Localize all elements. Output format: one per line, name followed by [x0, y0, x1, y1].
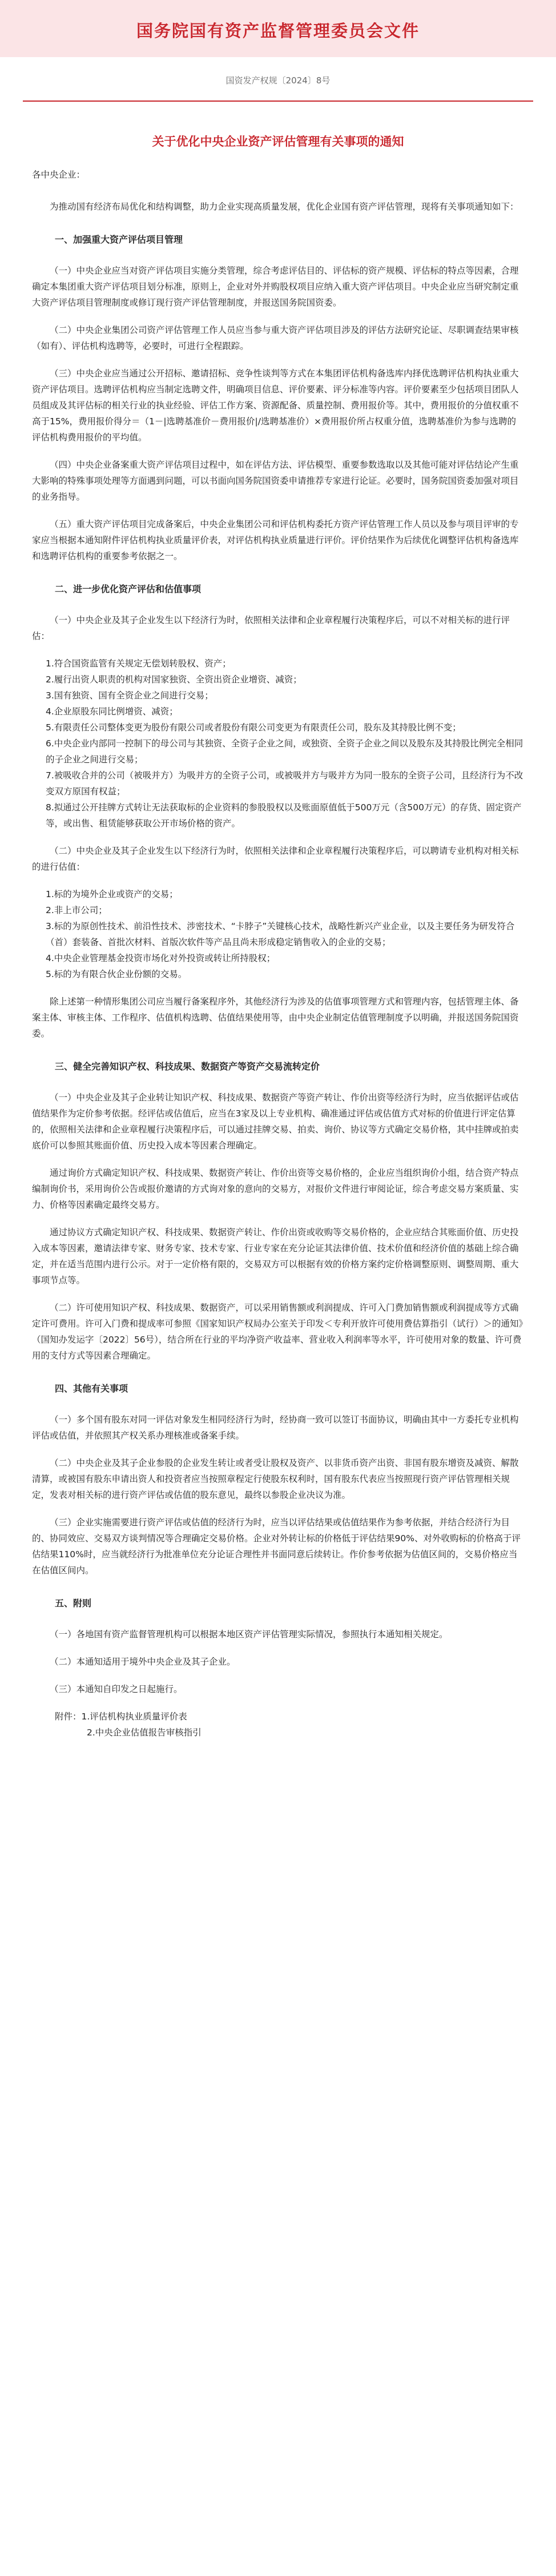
- list-item: 6.中央企业内部同一控制下的母公司与其独资、全资子企业之间，或独资、全资子企业之间以及股东及其持股比例完全相同的子企业之间进行交易；: [46, 738, 523, 765]
- section-paragraph: （一）多个国有股东对同一评估对象发生相同经济行为时，经协商一致可以签订书面协议，明确由其中一方委托专业机构评估或估值，并依照其产权关系办理核准或备案手续。: [32, 1414, 519, 1441]
- section-paragraph: （三）中央企业应当通过公开招标、邀请招标、竞争性谈判等方式在本集团评估机构备选库内择优选聘评估机构执业重大资产评估项目。选聘评估机构应当制定选聘文件，明确项目信息、评价要素、评分标准等内容。评价要素至少包括项目团队人员组成及其评估标的相关行业的执业经验、评估工作方案、资源配备、质量控制、费用报价等。其中，费用报价的分值权重不高于15%，费用报价得分＝（1－|选聘基准价－费用报价|/选聘基准价）×费用报价所占权重分值，选聘基准价为参与选聘的评估机构费用报价的平均值。: [32, 368, 519, 443]
- list-item: 5.标的为有限合伙企业份额的交易。: [46, 969, 187, 979]
- list-item: 8.拟通过公开挂牌方式转让无法获取标的企业资料的参股股权以及账面原值低于500万元（含500万元）的存货、固定资产等，或出售、租赁能够获取公开市场价格的资产。: [46, 802, 522, 829]
- section-paragraph: （三）本通知自印发之日起施行。: [50, 1684, 183, 1694]
- attachment-item: 1.评估机构执业质量评价表: [81, 1711, 187, 1722]
- list-item: 3.国有独资、国有全资企业之间进行交易；: [46, 690, 213, 701]
- section-paragraph: 通过询价方式确定知识产权、科技成果、数据资产转让、作价出资等交易价格的，企业应当组织询价小组，结合资产特点编制询价书，采用询价公告或报价邀请的方式询对象的意向的交易方，对报价文件进行审阅论证，综合考虑交易方案质量、实力、价格等因素确定最终交易方。: [32, 1168, 519, 1210]
- section-paragraph: （二）中央企业集团公司资产评估管理工作人员应当参与重大资产评估项目涉及的评估方法研究论证、尽职调查结果审核（如有）、评估机构选聘等，必要时，可进行全程跟踪。: [32, 325, 519, 351]
- document-number: 国资发产权规〔2024〕8号: [225, 75, 331, 86]
- list-item: 1.标的为境外企业或资产的交易；: [46, 889, 178, 899]
- sections-container: [32, 232, 524, 1697]
- issuer-header-title: 国务院国有资产监督管理委员会文件: [136, 21, 420, 41]
- salutation: 各中央企业：: [32, 170, 86, 180]
- section-heading: 四、其他有关事项: [55, 1383, 128, 1394]
- list-item: 2.履行出资人职责的机构对国家独资、全资出资企业增资、减资；: [46, 674, 302, 685]
- section-heading: 一、加强重大资产评估项目管理: [55, 234, 183, 245]
- section-paragraph: （二）本通知适用于境外中央企业及其子企业。: [50, 1657, 236, 1667]
- section-heading: 三、健全完善知识产权、科技成果、数据资产等资产交易流转定价: [55, 1061, 320, 1072]
- attachments-label: 附件：: [55, 1711, 82, 1722]
- numbered-list: [32, 656, 524, 831]
- red-divider: [23, 101, 533, 102]
- numbered-list: [32, 886, 524, 982]
- list-item: 2.非上市公司；: [46, 905, 107, 915]
- list-item: 4.中央企业管理基金投资市场化对外投资或转让所持股权；: [46, 953, 276, 963]
- section-paragraph: （二）中央企业及其子企业发生以下经济行为时，依照相关法律和企业章程履行决策程序后，可以聘请专业机构对相关标的进行估值：: [32, 846, 519, 872]
- attachment-row: [32, 1709, 524, 1725]
- intro-paragraph: 为推动国有经济布局优化和结构调整，助力企业实现高质量发展，优化企业国有资产评估管理，现将有关事项通知如下：: [50, 202, 519, 212]
- list-item: 3.标的为原创性技术、前沿性技术、涉密技术、“卡脖子”关键核心技术，战略性新兴产业企业，以及主要任务为研发符合（首）套装备、首批次材料、首版次软件等产品且尚未形成稳定销售收入的企业的交易；: [46, 921, 515, 947]
- attachment-row: [32, 1725, 524, 1741]
- list-item: 5.有限责任公司整体变更为股份有限公司或者股份有限公司变更为有限责任公司，股东及其持股比例不变；: [46, 722, 461, 733]
- section-paragraph: （一）中央企业及其子企业转让知识产权、科技成果、数据资产等资产转让、作价出资等经济行为时，应当依据评估或估值结果作为定价参考依据。经评估或估值后，应当在3家及以上专业机构、确准通过评估或估值方式对标的价值进行评定估算的，依照相关法律和企业章程履行决策程序后，可以通过挂牌交易、拍卖、询价、协议等方式确定交易价格，其中挂牌或拍卖底价可以参照其账面价值、历史投入成本等因素合理确定。: [32, 1092, 519, 1151]
- section-paragraph: （五）重大资产评估项目完成备案后，中央企业集团公司和评估机构委托方资产评估管理工作人员以及参与项目评审的专家应当根据本通知附件评估机构执业质量评价表，对评估机构执业质量进行评价。评价结果作为后续优化调整评估机构备选库和选聘评估机构的重要参考依据之一。: [32, 519, 519, 561]
- section-heading: 二、进一步优化资产评估和估值事项: [55, 584, 202, 594]
- section-paragraph: （二）中央企业及其子企业参股的企业发生转让或者受让股权及资产、以非货币资产出资、非国有股东增资及减资、解散清算，或被国有股东申请出资人和投资者应当按照章程定行使股东权利时，国有股东代表应当按照现行资产评估管理相关规定，发表对相关标的进行资产评估或估值的股东意见，最终以参股企业决议为准。: [32, 1458, 519, 1500]
- section-paragraph: （二）许可使用知识产权、科技成果、数据资产，可以采用销售额或利润提成、许可入门费加销售额或利润提成等方式确定许可费用。许可入门费和提成率可参照《国家知识产权局办公室关于印发＜专利开放许可使用费估算指引（试行）＞的通知》（国知办发运字〔2022〕56号），结合所在行业的平均净资产收益率、营业收入利润率等水平，许可使用对象的数量、许可费用的支付方式等因素合理确定。: [32, 1303, 523, 1361]
- section-paragraph: （一）中央企业及其子企业发生以下经济行为时，依照相关法律和企业章程履行决策程序后，可以不对相关标的进行评估：: [32, 615, 510, 641]
- section-paragraph: 除上述第一种情形集团公司应当履行备案程序外，其他经济行为涉及的估值事项管理方式和管理内容，包括管理主体、备案主体、审核主体、工作程序、估值机构选聘、估值结果使用等，由中央企业制定估值管理制度予以明确，并报送国务院国资委。: [32, 996, 519, 1039]
- document-body: [32, 167, 524, 1741]
- list-item: 4.企业原股东同比例增资、减资；: [46, 706, 178, 717]
- section-paragraph: 通过协议方式确定知识产权、科技成果、数据资产转让、作价出资或收购等交易价格的，企业应结合其账面价值、历史投入成本等因素，邀请法律专家、财务专家、技术专家、行业专家在充分论证其法律价值、技术价值和经济价值的基础上综合确定，并在适当范围内进行公示。对于一定价格有限的，交易双方可以根据有效的价格方案约定价格调整原则、调整周期、重大事项节点等。: [32, 1227, 519, 1285]
- section-heading: 五、附则: [55, 1598, 92, 1609]
- section-paragraph: （一）中央企业应当对资产评估项目实施分类管理，综合考虑评估目的、评估标的资产规模、评估标的特点等因素，合理确定本集团重大资产评估项目划分标准，原则上，企业对外并购股权项目应纳入重大资产评估项目。中央企业应当研究制定重大资产评估项目管理制度或修订现行资产评估管理制度，并报送国务院国资委。: [32, 266, 519, 308]
- list-item: 7.被吸收合并的公司（被吸并方）为吸并方的全资子公司，或被吸并方与吸并方为同一股东的全资子公司，且经济行为不改变双方原国有权益；: [46, 770, 523, 797]
- attachments: [32, 1709, 524, 1741]
- section-paragraph: （四）中央企业备案重大资产评估项目过程中，如在评估方法、评估模型、重要参数选取以及其他可能对评估结论产生重大影响的特殊事项处理等方面遇到问题，可以书面向国务院国资委申请推荐专家进行论证。必要时，国务院国资委加强对项目的业务指导。: [32, 460, 519, 502]
- list-item: 1.符合国资监管有关规定无偿划转股权、资产；: [46, 658, 231, 669]
- section-paragraph: （一）各地国有资产监督管理机构可以根据本地区资产评估管理实际情况，参照执行本通知相关规定。: [50, 1629, 448, 1639]
- attachment-item: 2.中央企业估值报告审核指引: [87, 1727, 202, 1738]
- document-title: 关于优化中央企业资产评估管理有关事项的通知: [152, 135, 404, 148]
- section-paragraph: （三）企业实施需要进行资产评估或估值的经济行为时，应当以评估结果或估值结果作为参考依据，并结合经济行为目的、协同效应、交易双方谈判情况等合理确定交易价格。企业对外转让标的价格低于评估结果90%、对外收购标的价格高于评估结果110%时，应当就经济行为批准单位充分论证合理性并书面同意后续转让。作价参考依据为估值区间的，交易价格应当在估值区间内。: [32, 1517, 521, 1576]
